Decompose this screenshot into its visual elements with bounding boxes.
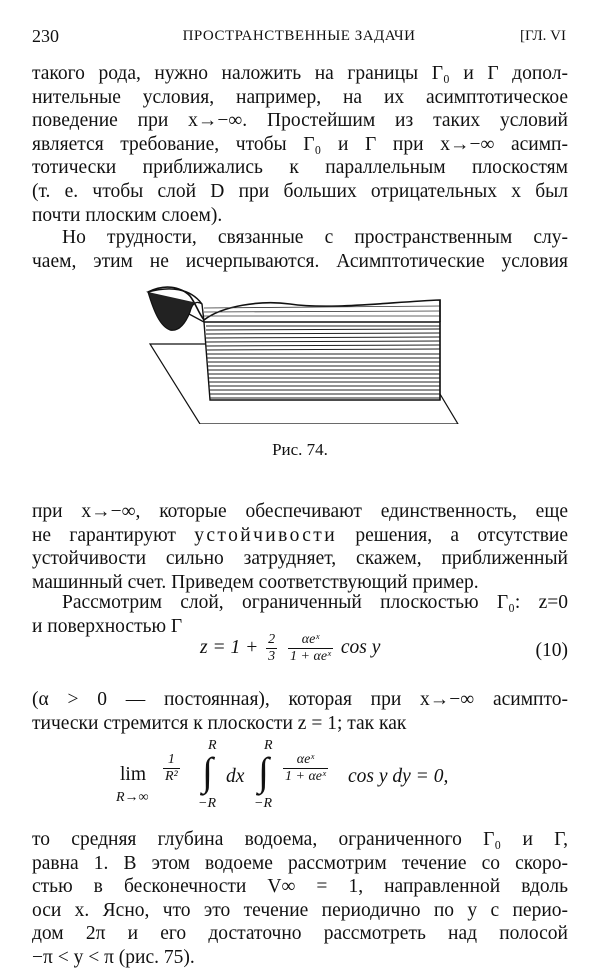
- integral-upper-limit: R: [264, 738, 273, 753]
- page-number: 230: [32, 26, 59, 46]
- denominator: R²: [165, 769, 178, 784]
- fraction: [160, 752, 183, 785]
- page-header: [32, 26, 566, 50]
- lim-subscript: R→∞: [116, 790, 149, 805]
- fraction: [266, 632, 277, 665]
- paragraph-6: [32, 828, 568, 970]
- integral-sign: ∫: [202, 749, 213, 794]
- text-line: [32, 524, 568, 548]
- text-line: такого рода, нужно наложить на границы Γ₀ и Γ допол-: [32, 63, 568, 84]
- text-fragment: решения, а отсутствие: [355, 524, 569, 546]
- equation-tail: cos y dy = 0,: [348, 766, 449, 787]
- chapter-label: [ГЛ. VI: [519, 28, 566, 44]
- text-line: устойчивости сильно затрудняет, скажем, приближенный: [32, 548, 568, 570]
- text-line: является требование, чтобы Γ₀ и Γ при x→−∞ асимп-: [32, 133, 568, 155]
- text-line: (α > 0 — постоянная), которая при x→−∞ асимпто-: [32, 689, 568, 710]
- integral-lower-limit: −R: [198, 796, 216, 811]
- integral-sign: ∫: [258, 749, 269, 794]
- text-line: Но трудности, связанные с пространственным слу-: [62, 227, 568, 248]
- denominator: 1 + αeˣ: [285, 769, 326, 784]
- integral-upper-limit: R: [208, 738, 217, 753]
- numerator: 1: [163, 752, 180, 769]
- figure-74-illustration: [140, 282, 460, 424]
- text-line: (т. е. чтобы слой D при больших отрицательных x был: [32, 180, 568, 202]
- text-line: оси x. Ясно, что это течение периодично по y с перио-: [32, 899, 568, 921]
- paragraph-5: [32, 688, 568, 735]
- text-line: то средняя глубина водоема, ограниченного Γ₀ и Γ,: [32, 829, 568, 850]
- paragraph-3: [32, 500, 568, 594]
- text-line: дом 2π и его достаточно рассмотреть над полосой: [32, 923, 568, 945]
- text-line: −π < y < π (рис. 75).: [32, 946, 195, 968]
- equation-lhs: z = 1 +: [200, 636, 259, 658]
- emphasized-word: устойчивости: [194, 524, 338, 546]
- text-line: почти плоским слоем).: [32, 204, 223, 226]
- numerator: 2: [268, 632, 276, 647]
- fraction: [288, 632, 333, 665]
- numerator: αeˣ: [288, 632, 333, 649]
- text-fragment: не гарантируют: [32, 524, 176, 546]
- figure-caption: Рис. 74.: [272, 440, 328, 459]
- text-line: тически стремится к плоскости z = 1; так как: [32, 712, 407, 734]
- text-line: и поверхностью Γ: [32, 615, 183, 637]
- text-line: стью в бесконечности V∞ = 1, направленной вдоль: [32, 876, 568, 898]
- lim-word: lim: [120, 764, 147, 785]
- denominator: 1 + αeˣ: [290, 649, 331, 664]
- text-line: нительные условия, например, на их асимптотическое: [32, 86, 568, 108]
- paragraph-2: [32, 226, 568, 273]
- text-line: равна 1. В этом водоеме рассмотрим течение со скоро-: [32, 852, 568, 874]
- integral-lower-limit: −R: [254, 796, 272, 811]
- text-line: тотически приближались к параллельным плоскостям: [32, 157, 568, 179]
- denominator: 3: [268, 649, 276, 664]
- numerator: αeˣ: [283, 752, 328, 769]
- text-line: машинный счет. Приведем соответствующий пример.: [32, 571, 479, 593]
- text-line: Рассмотрим слой, ограниченный плоскостью Γ₀: z=0: [62, 592, 568, 613]
- paragraph-1: [32, 62, 568, 227]
- equation-10: [200, 632, 380, 665]
- text-line: поведение при x→−∞. Простейшим из таких условий: [32, 110, 568, 132]
- equation-number: (10): [535, 640, 568, 661]
- text-line: при x→−∞, которые обеспечивают единственность, еще: [32, 501, 568, 522]
- fraction: [280, 752, 331, 785]
- running-title: ПРОСТРАНСТВЕННЫЕ ЗАДАЧИ: [182, 28, 416, 44]
- text-line: чаем, этим не исчерпываются. Асимптотические условия: [32, 250, 568, 272]
- equation-tail: cos y: [340, 636, 381, 658]
- differential-dx: dx: [226, 766, 245, 787]
